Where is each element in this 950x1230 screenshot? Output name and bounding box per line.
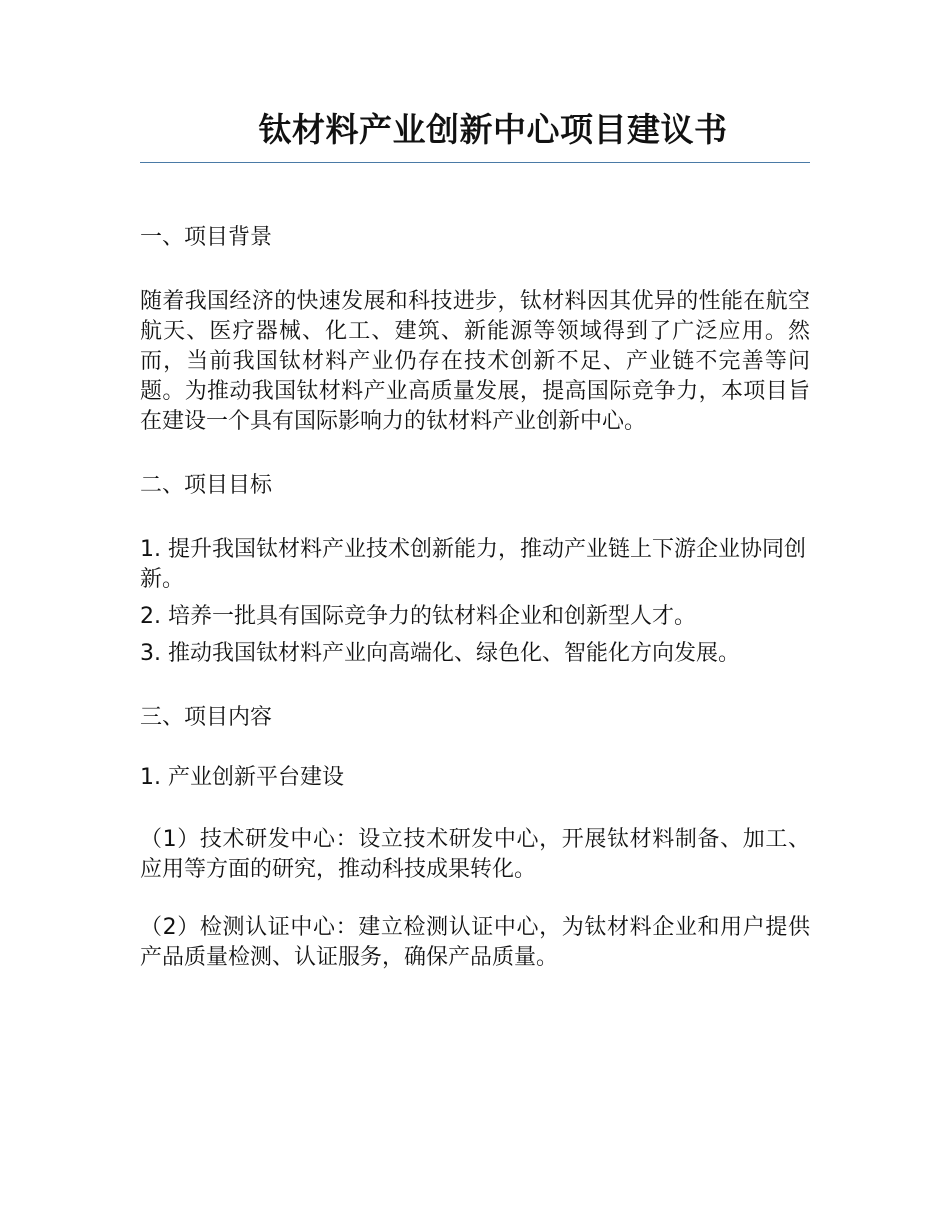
goal-item-3: 3. 推动我国钛材料产业向高端化、绿色化、智能化方向发展。	[140, 641, 740, 666]
goal-item-1: 1. 提升我国钛材料产业技术创新能力，推动产业链上下游企业协同创新。	[140, 537, 806, 592]
content-item-2: （2）检测认证中心：建立检测认证中心，为钛材料企业和用户提供产品质量检测、认证服务，确保产品质量。	[140, 915, 810, 970]
goal-item-2: 2. 培养一批具有国际竞争力的钛材料企业和创新型人才。	[140, 604, 696, 629]
document-page	[140, 108, 810, 973]
content-subheading: 1. 产业创新平台建设	[140, 765, 344, 790]
content-item-1: （1）技术研发中心：设立技术研发中心，开展钛材料制备、加工、应用等方面的研究，推动科技成果转化。	[140, 827, 810, 882]
document-title: 钛材料产业创新中心项目建议书	[258, 110, 728, 149]
title-divider	[140, 162, 810, 163]
section-heading-content: 三、项目内容	[140, 705, 273, 730]
background-paragraph: 随着我国经济的快速发展和科技进步，钛材料因其优异的性能在航空航天、医疗器械、化工、建筑、新能源等领域得到了广泛应用。然而，当前我国钛材料产业仍存在技术创新不足、产业链不完善等问题。为推动我国钛材料产业高质量发展，提高国际竞争力，本项目旨在建设一个具有国际影响力的钛材料产业创新中心。	[140, 289, 810, 434]
goals-list	[140, 535, 810, 669]
section-heading-goals: 二、项目目标	[140, 473, 273, 498]
section-heading-background: 一、项目背景	[140, 225, 273, 250]
